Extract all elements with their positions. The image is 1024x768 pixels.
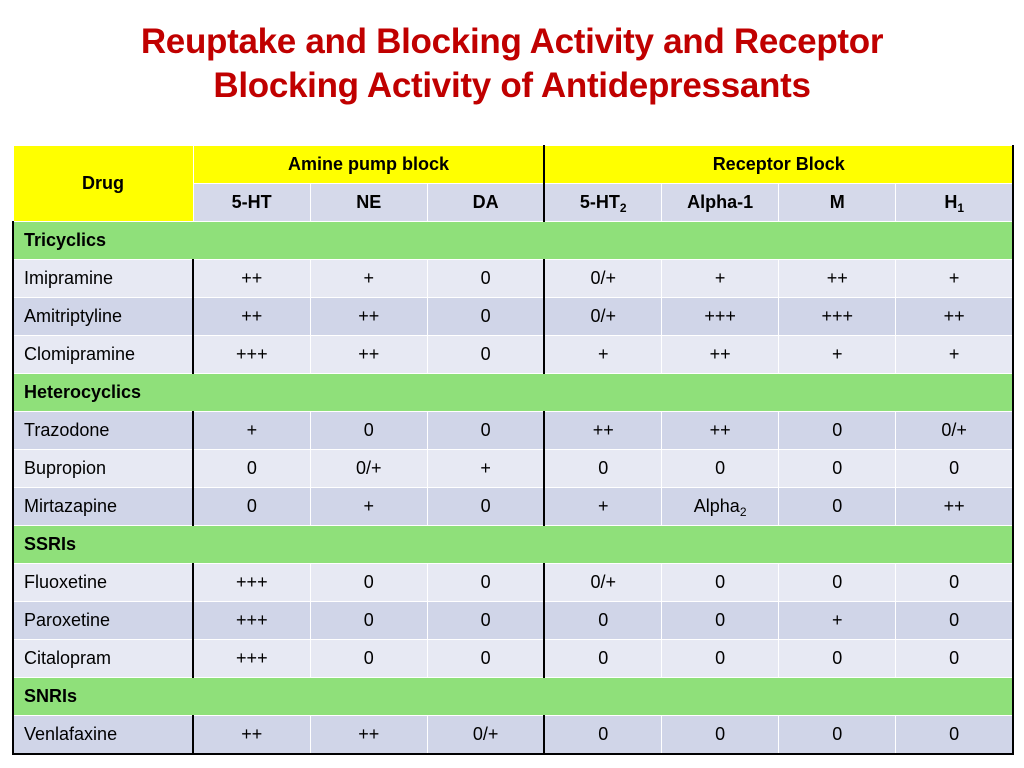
cell-mirtazapine-h1: ++ (896, 488, 1013, 526)
amine-pump-block-header: Amine pump block (193, 146, 544, 184)
cell-trazodone-5ht2: ++ (544, 412, 661, 450)
cell-fluoxetine-m: 0 (779, 564, 896, 602)
cell-trazodone-h1: 0/+ (896, 412, 1013, 450)
cell-paroxetine-da: 0 (427, 602, 544, 640)
drug-name-mirtazapine: Mirtazapine (13, 488, 193, 526)
cell-bupropion-ne: 0/+ (310, 450, 427, 488)
cell-imipramine-m: ++ (779, 260, 896, 298)
section-row (13, 526, 1013, 564)
table-row (13, 716, 1013, 755)
cell-bupropion-5ht2: 0 (544, 450, 661, 488)
table-row (13, 488, 1013, 526)
drug-name-clomipramine: Clomipramine (13, 336, 193, 374)
cell-amitriptyline-ne: ++ (310, 298, 427, 336)
table-row (13, 336, 1013, 374)
cell-bupropion-5ht: 0 (193, 450, 310, 488)
column-header-h1-text: H (944, 192, 958, 212)
cell-clomipramine-h1: + (896, 336, 1013, 374)
cell-clomipramine-alpha1: ++ (662, 336, 779, 374)
cell-paroxetine-5ht: +++ (193, 602, 310, 640)
cell-fluoxetine-ne: 0 (310, 564, 427, 602)
cell-bupropion-m: 0 (779, 450, 896, 488)
column-header-5ht2 (544, 184, 661, 222)
cell-paroxetine-m: + (779, 602, 896, 640)
cell-mirtazapine-alpha1 (662, 488, 779, 526)
table-row (13, 450, 1013, 488)
drug-name-trazodone: Trazodone (13, 412, 193, 450)
cell-venlafaxine-5ht2: 0 (544, 716, 661, 755)
cell-clomipramine-5ht2: + (544, 336, 661, 374)
cell-venlafaxine-5ht: ++ (193, 716, 310, 755)
column-header-5ht: 5-HT (193, 184, 310, 222)
cell-venlafaxine-alpha1: 0 (662, 716, 779, 755)
cell-paroxetine-ne: 0 (310, 602, 427, 640)
cell-bupropion-h1: 0 (896, 450, 1013, 488)
cell-subscript: 2 (739, 505, 747, 519)
column-header-5ht2-subscript: 2 (619, 201, 627, 215)
cell-clomipramine-ne: ++ (310, 336, 427, 374)
cell-trazodone-m: 0 (779, 412, 896, 450)
section-label-ssris: SSRIs (13, 526, 1013, 564)
table-row (13, 260, 1013, 298)
cell-trazodone-alpha1: ++ (662, 412, 779, 450)
cell-amitriptyline-m: +++ (779, 298, 896, 336)
cell-citalopram-m: 0 (779, 640, 896, 678)
cell-citalopram-5ht2: 0 (544, 640, 661, 678)
section-row (13, 374, 1013, 412)
section-label-tricyclics: Tricyclics (13, 222, 1013, 260)
header-row-groups (13, 146, 1013, 184)
drug-name-citalopram: Citalopram (13, 640, 193, 678)
cell-imipramine-5ht: ++ (193, 260, 310, 298)
cell-clomipramine-5ht: +++ (193, 336, 310, 374)
cell-bupropion-da: + (427, 450, 544, 488)
cell-clomipramine-da: 0 (427, 336, 544, 374)
title-line-2: Blocking Activity of Antidepressants (213, 66, 811, 105)
cell-paroxetine-h1: 0 (896, 602, 1013, 640)
cell-fluoxetine-5ht: +++ (193, 564, 310, 602)
cell-venlafaxine-ne: ++ (310, 716, 427, 755)
antidepressant-table (12, 145, 1014, 755)
cell-mirtazapine-da: 0 (427, 488, 544, 526)
section-row (13, 678, 1013, 716)
column-header-5ht2-text: 5-HT (579, 192, 620, 212)
column-header-alpha1: Alpha-1 (662, 184, 779, 222)
cell-clomipramine-m: + (779, 336, 896, 374)
section-row (13, 222, 1013, 260)
column-header-da: DA (427, 184, 544, 222)
column-header-m: M (779, 184, 896, 222)
table-row (13, 602, 1013, 640)
drug-name-fluoxetine: Fluoxetine (13, 564, 193, 602)
column-header-h1-subscript: 1 (957, 201, 965, 215)
section-label-heterocyclics: Heterocyclics (13, 374, 1013, 412)
cell-amitriptyline-5ht2: 0/+ (544, 298, 661, 336)
cell-bupropion-alpha1: 0 (662, 450, 779, 488)
section-label-snris: SNRIs (13, 678, 1013, 716)
cell-mirtazapine-ne: + (310, 488, 427, 526)
cell-fluoxetine-alpha1: 0 (662, 564, 779, 602)
cell-amitriptyline-alpha1: +++ (662, 298, 779, 336)
drug-name-paroxetine: Paroxetine (13, 602, 193, 640)
cell-citalopram-alpha1: 0 (662, 640, 779, 678)
cell-fluoxetine-5ht2: 0/+ (544, 564, 661, 602)
cell-amitriptyline-da: 0 (427, 298, 544, 336)
cell-trazodone-5ht: + (193, 412, 310, 450)
cell-citalopram-5ht: +++ (193, 640, 310, 678)
cell-mirtazapine-5ht2: + (544, 488, 661, 526)
drug-name-amitriptyline: Amitriptyline (13, 298, 193, 336)
cell-mirtazapine-m: 0 (779, 488, 896, 526)
cell-paroxetine-5ht2: 0 (544, 602, 661, 640)
table-row (13, 298, 1013, 336)
cell-imipramine-ne: + (310, 260, 427, 298)
drug-name-imipramine: Imipramine (13, 260, 193, 298)
cell-text: Alpha (693, 496, 740, 516)
cell-imipramine-alpha1: + (662, 260, 779, 298)
cell-amitriptyline-5ht: ++ (193, 298, 310, 336)
cell-venlafaxine-m: 0 (779, 716, 896, 755)
cell-paroxetine-alpha1: 0 (662, 602, 779, 640)
cell-imipramine-5ht2: 0/+ (544, 260, 661, 298)
cell-imipramine-da: 0 (427, 260, 544, 298)
cell-citalopram-da: 0 (427, 640, 544, 678)
cell-venlafaxine-da: 0/+ (427, 716, 544, 755)
cell-fluoxetine-da: 0 (427, 564, 544, 602)
drug-column-header: Drug (13, 146, 193, 222)
cell-imipramine-h1: + (896, 260, 1013, 298)
table-row (13, 564, 1013, 602)
title-line-1: Reuptake and Blocking Activity and Receptor (140, 22, 884, 61)
cell-citalopram-h1: 0 (896, 640, 1013, 678)
cell-amitriptyline-h1: ++ (896, 298, 1013, 336)
cell-mirtazapine-5ht: 0 (193, 488, 310, 526)
page-title (0, 20, 1024, 108)
cell-citalopram-ne: 0 (310, 640, 427, 678)
table-row (13, 412, 1013, 450)
drug-name-bupropion: Bupropion (13, 450, 193, 488)
cell-trazodone-ne: 0 (310, 412, 427, 450)
receptor-block-header: Receptor Block (544, 146, 1013, 184)
table-row (13, 640, 1013, 678)
cell-fluoxetine-h1: 0 (896, 564, 1013, 602)
column-header-h1 (896, 184, 1013, 222)
column-header-ne: NE (310, 184, 427, 222)
cell-trazodone-da: 0 (427, 412, 544, 450)
cell-venlafaxine-h1: 0 (896, 716, 1013, 755)
drug-name-venlafaxine: Venlafaxine (13, 716, 193, 755)
